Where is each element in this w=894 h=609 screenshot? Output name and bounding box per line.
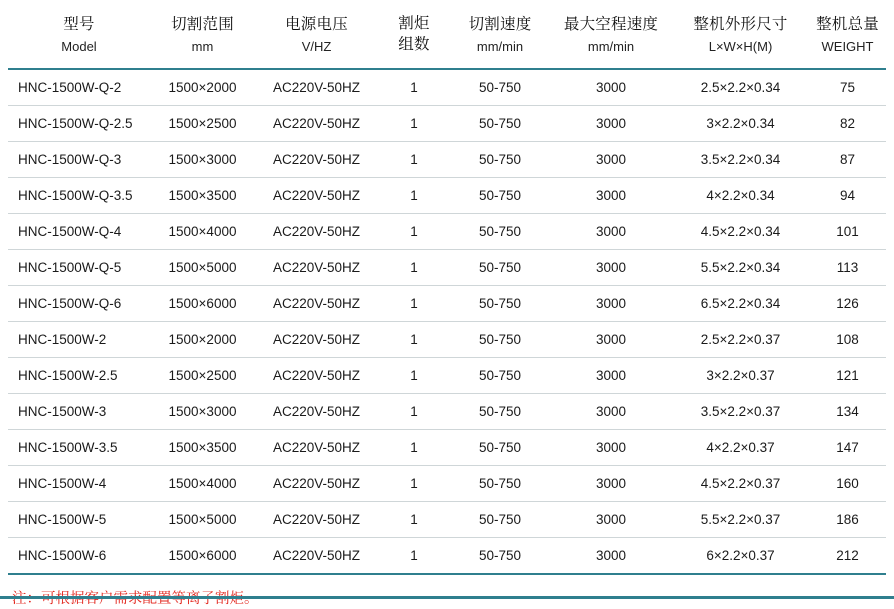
cell-idle-speed: 3000 bbox=[550, 141, 672, 177]
column-header-dimensions bbox=[672, 4, 809, 69]
cell-dimensions: 3×2.2×0.34 bbox=[672, 105, 809, 141]
cell-cutting-range: 1500×2000 bbox=[150, 321, 255, 357]
cell-voltage: AC220V-50HZ bbox=[255, 321, 378, 357]
cell-weight: 126 bbox=[809, 285, 886, 321]
cell-idle-speed: 3000 bbox=[550, 177, 672, 213]
column-header-model-en: Model bbox=[61, 38, 97, 54]
column-header-dimensions-cn: 整机外形尺寸 bbox=[693, 15, 788, 33]
cell-cutting-range: 1500×2500 bbox=[150, 357, 255, 393]
cell-model: HNC-1500W-3 bbox=[8, 393, 150, 429]
cell-cutting-speed: 50-750 bbox=[450, 357, 550, 393]
cell-cutting-range: 1500×5000 bbox=[150, 501, 255, 537]
cell-idle-speed: 3000 bbox=[550, 429, 672, 465]
cell-cutting-range: 1500×2000 bbox=[150, 69, 255, 106]
cell-model: HNC-1500W-5 bbox=[8, 501, 150, 537]
cell-cutting-speed: 50-750 bbox=[450, 429, 550, 465]
cell-cutting-range: 1500×5000 bbox=[150, 249, 255, 285]
column-header-model bbox=[8, 4, 150, 69]
cell-model: HNC-1500W-Q-2 bbox=[8, 69, 150, 106]
cell-cutting-speed: 50-750 bbox=[450, 69, 550, 106]
cell-model: HNC-1500W-2 bbox=[8, 321, 150, 357]
cell-weight: 113 bbox=[809, 249, 886, 285]
specification-table bbox=[8, 4, 886, 575]
cell-cutting-range: 1500×6000 bbox=[150, 537, 255, 574]
column-header-voltage bbox=[255, 4, 378, 69]
cell-weight: 87 bbox=[809, 141, 886, 177]
table-row bbox=[8, 357, 886, 393]
column-header-dimensions-en: L×W×H(M) bbox=[708, 38, 773, 54]
table-row bbox=[8, 537, 886, 574]
cell-cutting-speed: 50-750 bbox=[450, 105, 550, 141]
cell-torch-groups: 1 bbox=[378, 105, 450, 141]
cell-voltage: AC220V-50HZ bbox=[255, 141, 378, 177]
cell-torch-groups: 1 bbox=[378, 429, 450, 465]
column-header-cutting-range bbox=[150, 4, 255, 69]
table-row bbox=[8, 429, 886, 465]
cell-dimensions: 3×2.2×0.37 bbox=[672, 357, 809, 393]
cell-weight: 101 bbox=[809, 213, 886, 249]
table-row bbox=[8, 249, 886, 285]
header-row bbox=[8, 4, 886, 69]
column-header-cutting-range-en: mm bbox=[191, 38, 214, 54]
cell-torch-groups: 1 bbox=[378, 465, 450, 501]
cell-cutting-range: 1500×2500 bbox=[150, 105, 255, 141]
table-row bbox=[8, 177, 886, 213]
cell-model: HNC-1500W-Q-4 bbox=[8, 213, 150, 249]
cell-model: HNC-1500W-6 bbox=[8, 537, 150, 574]
cell-torch-groups: 1 bbox=[378, 285, 450, 321]
cell-cutting-range: 1500×6000 bbox=[150, 285, 255, 321]
cell-dimensions: 2.5×2.2×0.34 bbox=[672, 69, 809, 106]
cell-idle-speed: 3000 bbox=[550, 357, 672, 393]
cell-cutting-speed: 50-750 bbox=[450, 465, 550, 501]
column-header-torch-groups bbox=[378, 4, 450, 69]
table-row bbox=[8, 501, 886, 537]
column-header-weight bbox=[809, 4, 886, 69]
column-header-model-cn: 型号 bbox=[63, 15, 95, 33]
cell-dimensions: 6.5×2.2×0.34 bbox=[672, 285, 809, 321]
cell-cutting-range: 1500×4000 bbox=[150, 465, 255, 501]
cell-weight: 75 bbox=[809, 69, 886, 106]
cell-idle-speed: 3000 bbox=[550, 213, 672, 249]
cell-torch-groups: 1 bbox=[378, 537, 450, 574]
cell-voltage: AC220V-50HZ bbox=[255, 249, 378, 285]
cell-cutting-range: 1500×3000 bbox=[150, 393, 255, 429]
cell-dimensions: 3.5×2.2×0.37 bbox=[672, 393, 809, 429]
bottom-rule bbox=[0, 596, 894, 599]
cell-cutting-speed: 50-750 bbox=[450, 213, 550, 249]
table-row bbox=[8, 321, 886, 357]
cell-voltage: AC220V-50HZ bbox=[255, 357, 378, 393]
cell-cutting-speed: 50-750 bbox=[450, 393, 550, 429]
cell-torch-groups: 1 bbox=[378, 213, 450, 249]
table-row bbox=[8, 393, 886, 429]
cell-torch-groups: 1 bbox=[378, 249, 450, 285]
cell-idle-speed: 3000 bbox=[550, 321, 672, 357]
column-header-idle-speed bbox=[550, 4, 672, 69]
table-row bbox=[8, 285, 886, 321]
column-header-cutting-speed-en: mm/min bbox=[476, 38, 524, 54]
cell-idle-speed: 3000 bbox=[550, 105, 672, 141]
table-row bbox=[8, 69, 886, 106]
cell-cutting-speed: 50-750 bbox=[450, 177, 550, 213]
table-row bbox=[8, 465, 886, 501]
cell-weight: 160 bbox=[809, 465, 886, 501]
table-row bbox=[8, 213, 886, 249]
column-header-cutting-range-cn: 切割范围 bbox=[171, 15, 234, 33]
cell-model: HNC-1500W-2.5 bbox=[8, 357, 150, 393]
cell-weight: 94 bbox=[809, 177, 886, 213]
cell-voltage: AC220V-50HZ bbox=[255, 429, 378, 465]
cell-torch-groups: 1 bbox=[378, 393, 450, 429]
cell-model: HNC-1500W-Q-3.5 bbox=[8, 177, 150, 213]
column-header-idle-speed-en: mm/min bbox=[587, 38, 635, 54]
cell-dimensions: 6×2.2×0.37 bbox=[672, 537, 809, 574]
cell-cutting-speed: 50-750 bbox=[450, 249, 550, 285]
cell-cutting-speed: 50-750 bbox=[450, 321, 550, 357]
cell-cutting-speed: 50-750 bbox=[450, 501, 550, 537]
cell-dimensions: 4.5×2.2×0.37 bbox=[672, 465, 809, 501]
cell-voltage: AC220V-50HZ bbox=[255, 537, 378, 574]
cell-dimensions: 4×2.2×0.34 bbox=[672, 177, 809, 213]
cell-idle-speed: 3000 bbox=[550, 69, 672, 106]
spec-sheet bbox=[0, 4, 894, 599]
column-header-voltage-cn: 电源电压 bbox=[285, 15, 348, 33]
cell-torch-groups: 1 bbox=[378, 357, 450, 393]
cell-cutting-speed: 50-750 bbox=[450, 537, 550, 574]
cell-torch-groups: 1 bbox=[378, 501, 450, 537]
column-header-voltage-en: V/HZ bbox=[301, 38, 332, 54]
table-header bbox=[8, 4, 886, 69]
column-header-weight-cn: 整机总量 bbox=[816, 15, 879, 33]
cell-torch-groups: 1 bbox=[378, 69, 450, 106]
cell-cutting-range: 1500×3500 bbox=[150, 429, 255, 465]
cell-idle-speed: 3000 bbox=[550, 285, 672, 321]
cell-weight: 186 bbox=[809, 501, 886, 537]
cell-idle-speed: 3000 bbox=[550, 393, 672, 429]
column-header-weight-en: WEIGHT bbox=[821, 38, 874, 54]
cell-cutting-range: 1500×4000 bbox=[150, 213, 255, 249]
cell-weight: 147 bbox=[809, 429, 886, 465]
cell-cutting-range: 1500×3500 bbox=[150, 177, 255, 213]
cell-weight: 121 bbox=[809, 357, 886, 393]
cell-weight: 82 bbox=[809, 105, 886, 141]
cell-idle-speed: 3000 bbox=[550, 537, 672, 574]
cell-weight: 212 bbox=[809, 537, 886, 574]
cell-model: HNC-1500W-Q-5 bbox=[8, 249, 150, 285]
cell-dimensions: 2.5×2.2×0.37 bbox=[672, 321, 809, 357]
table-row bbox=[8, 105, 886, 141]
cell-voltage: AC220V-50HZ bbox=[255, 285, 378, 321]
column-header-torch-groups-cn-line2: 组数 bbox=[398, 35, 430, 53]
cell-cutting-range: 1500×3000 bbox=[150, 141, 255, 177]
cell-voltage: AC220V-50HZ bbox=[255, 69, 378, 106]
cell-model: HNC-1500W-3.5 bbox=[8, 429, 150, 465]
cell-dimensions: 5.5×2.2×0.37 bbox=[672, 501, 809, 537]
cell-voltage: AC220V-50HZ bbox=[255, 213, 378, 249]
column-header-idle-speed-cn: 最大空程速度 bbox=[563, 15, 659, 33]
cell-model: HNC-1500W-Q-2.5 bbox=[8, 105, 150, 141]
column-header-cutting-speed-cn: 切割速度 bbox=[468, 15, 532, 33]
column-header-torch-groups-cn-line1: 割炬 bbox=[398, 15, 430, 32]
cell-voltage: AC220V-50HZ bbox=[255, 105, 378, 141]
cell-dimensions: 4.5×2.2×0.34 bbox=[672, 213, 809, 249]
cell-dimensions: 5.5×2.2×0.34 bbox=[672, 249, 809, 285]
cell-cutting-speed: 50-750 bbox=[450, 141, 550, 177]
cell-voltage: AC220V-50HZ bbox=[255, 501, 378, 537]
cell-idle-speed: 3000 bbox=[550, 501, 672, 537]
cell-idle-speed: 3000 bbox=[550, 249, 672, 285]
cell-model: HNC-1500W-Q-6 bbox=[8, 285, 150, 321]
cell-voltage: AC220V-50HZ bbox=[255, 177, 378, 213]
cell-weight: 134 bbox=[809, 393, 886, 429]
cell-dimensions: 3.5×2.2×0.34 bbox=[672, 141, 809, 177]
cell-dimensions: 4×2.2×0.37 bbox=[672, 429, 809, 465]
table-row bbox=[8, 141, 886, 177]
cell-voltage: AC220V-50HZ bbox=[255, 465, 378, 501]
cell-torch-groups: 1 bbox=[378, 177, 450, 213]
column-header-cutting-speed bbox=[450, 4, 550, 69]
table-body bbox=[8, 69, 886, 574]
cell-model: HNC-1500W-4 bbox=[8, 465, 150, 501]
cell-weight: 108 bbox=[809, 321, 886, 357]
cell-model: HNC-1500W-Q-3 bbox=[8, 141, 150, 177]
cell-cutting-speed: 50-750 bbox=[450, 285, 550, 321]
cell-torch-groups: 1 bbox=[378, 321, 450, 357]
cell-voltage: AC220V-50HZ bbox=[255, 393, 378, 429]
cell-idle-speed: 3000 bbox=[550, 465, 672, 501]
cell-torch-groups: 1 bbox=[378, 141, 450, 177]
